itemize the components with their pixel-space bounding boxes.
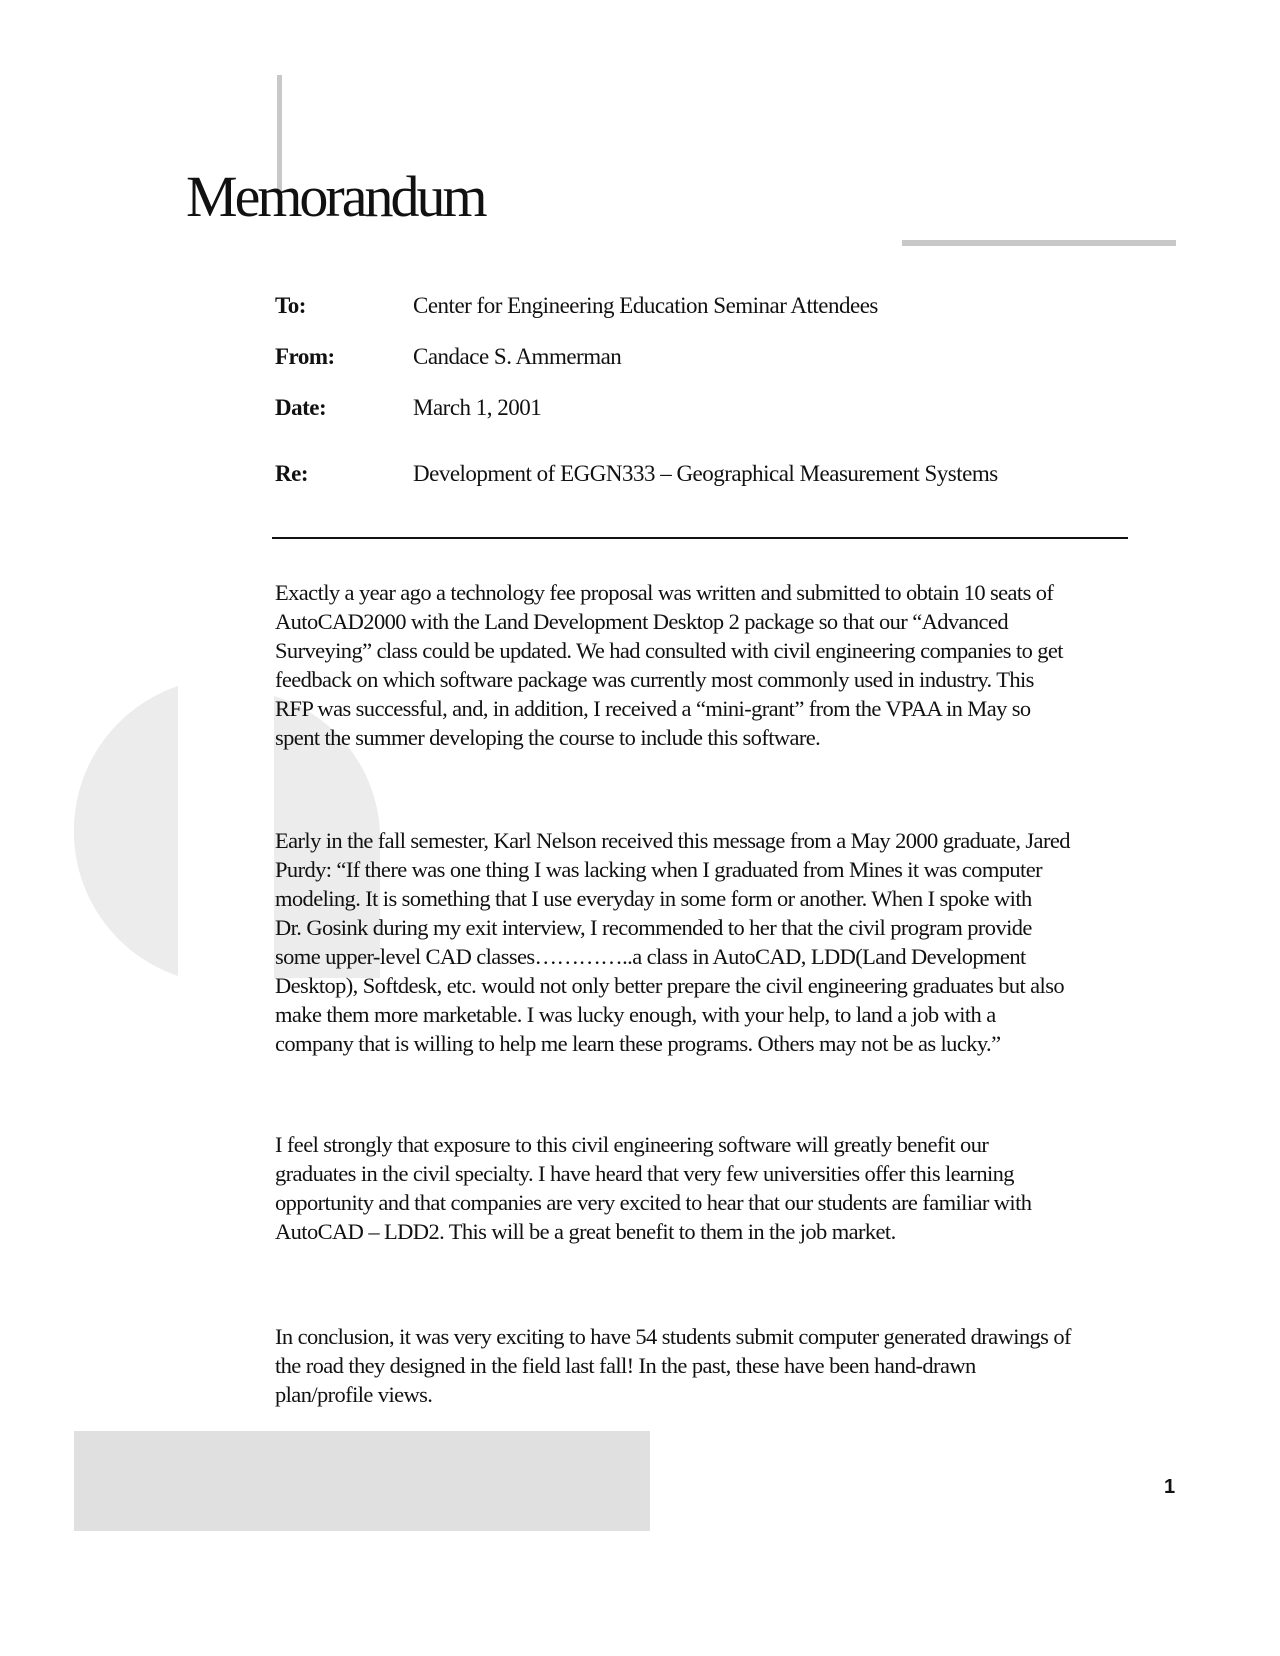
paragraph-line: Desktop), Softdesk, etc. would not only better prepare the civil engineering graduates but also [275, 973, 1065, 998]
memo-title: Memorandum [186, 164, 485, 229]
to-value: Center for Engineering Education Seminar Attendees [413, 293, 878, 318]
from-label: From: [275, 344, 335, 369]
paragraph-line: RFP was successful, and, in addition, I received a “mini-grant” from the VPAA in May so [275, 696, 1031, 721]
body-paragraph-2 [275, 826, 1135, 1058]
paragraph-line: graduates in the civil specialty. I have heard that very few universities offer this learning [275, 1161, 1014, 1186]
paragraph-line: I feel strongly that exposure to this civil engineering software will greatly benefit our [275, 1132, 989, 1157]
paragraph-line: some upper-level CAD classes…………..a class in AutoCAD, LDD(Land Development [275, 944, 1026, 969]
paragraph-line: modeling. It is something that I use everyday in some form or another. When I spoke with [275, 886, 1032, 911]
re-label: Re: [275, 461, 308, 486]
paragraph-line: Purdy: “If there was one thing I was lacking when I graduated from Mines it was computer [275, 857, 1042, 882]
paragraph-line: spent the summer developing the course to include this software. [275, 725, 821, 750]
paragraph-line: opportunity and that companies are very excited to hear that our students are familiar with [275, 1190, 1032, 1215]
date-value: March 1, 2001 [413, 395, 542, 420]
from-value: Candace S. Ammerman [413, 344, 622, 369]
paragraph-line: company that is willing to help me learn these programs. Others may not be as lucky.” [275, 1031, 1001, 1056]
paragraph-line: AutoCAD – LDD2. This will be a great benefit to them in the job market. [275, 1219, 896, 1244]
paragraph-line: Dr. Gosink during my exit interview, I recommended to her that the civil program provide [275, 915, 1032, 940]
decorative-footer-block [74, 1431, 650, 1531]
header-divider [272, 537, 1128, 539]
page-number: 1 [1164, 1476, 1176, 1498]
half-circle-left-shape [74, 686, 178, 976]
date-label: Date: [275, 395, 327, 420]
to-label: To: [275, 293, 306, 318]
decorative-horizontal-line [902, 240, 1176, 246]
paragraph-line: In conclusion, it was very exciting to have 54 students submit computer generated drawings of [275, 1324, 1071, 1349]
paragraph-line: plan/profile views. [275, 1382, 433, 1407]
body-paragraph-4 [275, 1322, 1135, 1409]
paragraph-line: feedback on which software package was currently most commonly used in industry. This [275, 667, 1034, 692]
re-value: Development of EGGN333 – Geographical Measurement Systems [413, 461, 998, 486]
paragraph-line: Surveying” class could be updated. We had consulted with civil engineering companies to get [275, 638, 1063, 663]
paragraph-line: Early in the fall semester, Karl Nelson received this message from a May 2000 graduate, Jared [275, 828, 1070, 853]
body-paragraph-3 [275, 1130, 1135, 1246]
paragraph-line: the road they designed in the field last fall! In the past, these have been hand-drawn [275, 1353, 976, 1378]
paragraph-line: make them more marketable. I was lucky enough, with your help, to land a job with a [275, 1002, 996, 1027]
body-paragraph-1 [275, 578, 1135, 752]
paragraph-line: Exactly a year ago a technology fee proposal was written and submitted to obtain 10 seats of [275, 580, 1054, 605]
paragraph-line: AutoCAD2000 with the Land Development Desktop 2 package so that our “Advanced [275, 609, 1008, 634]
